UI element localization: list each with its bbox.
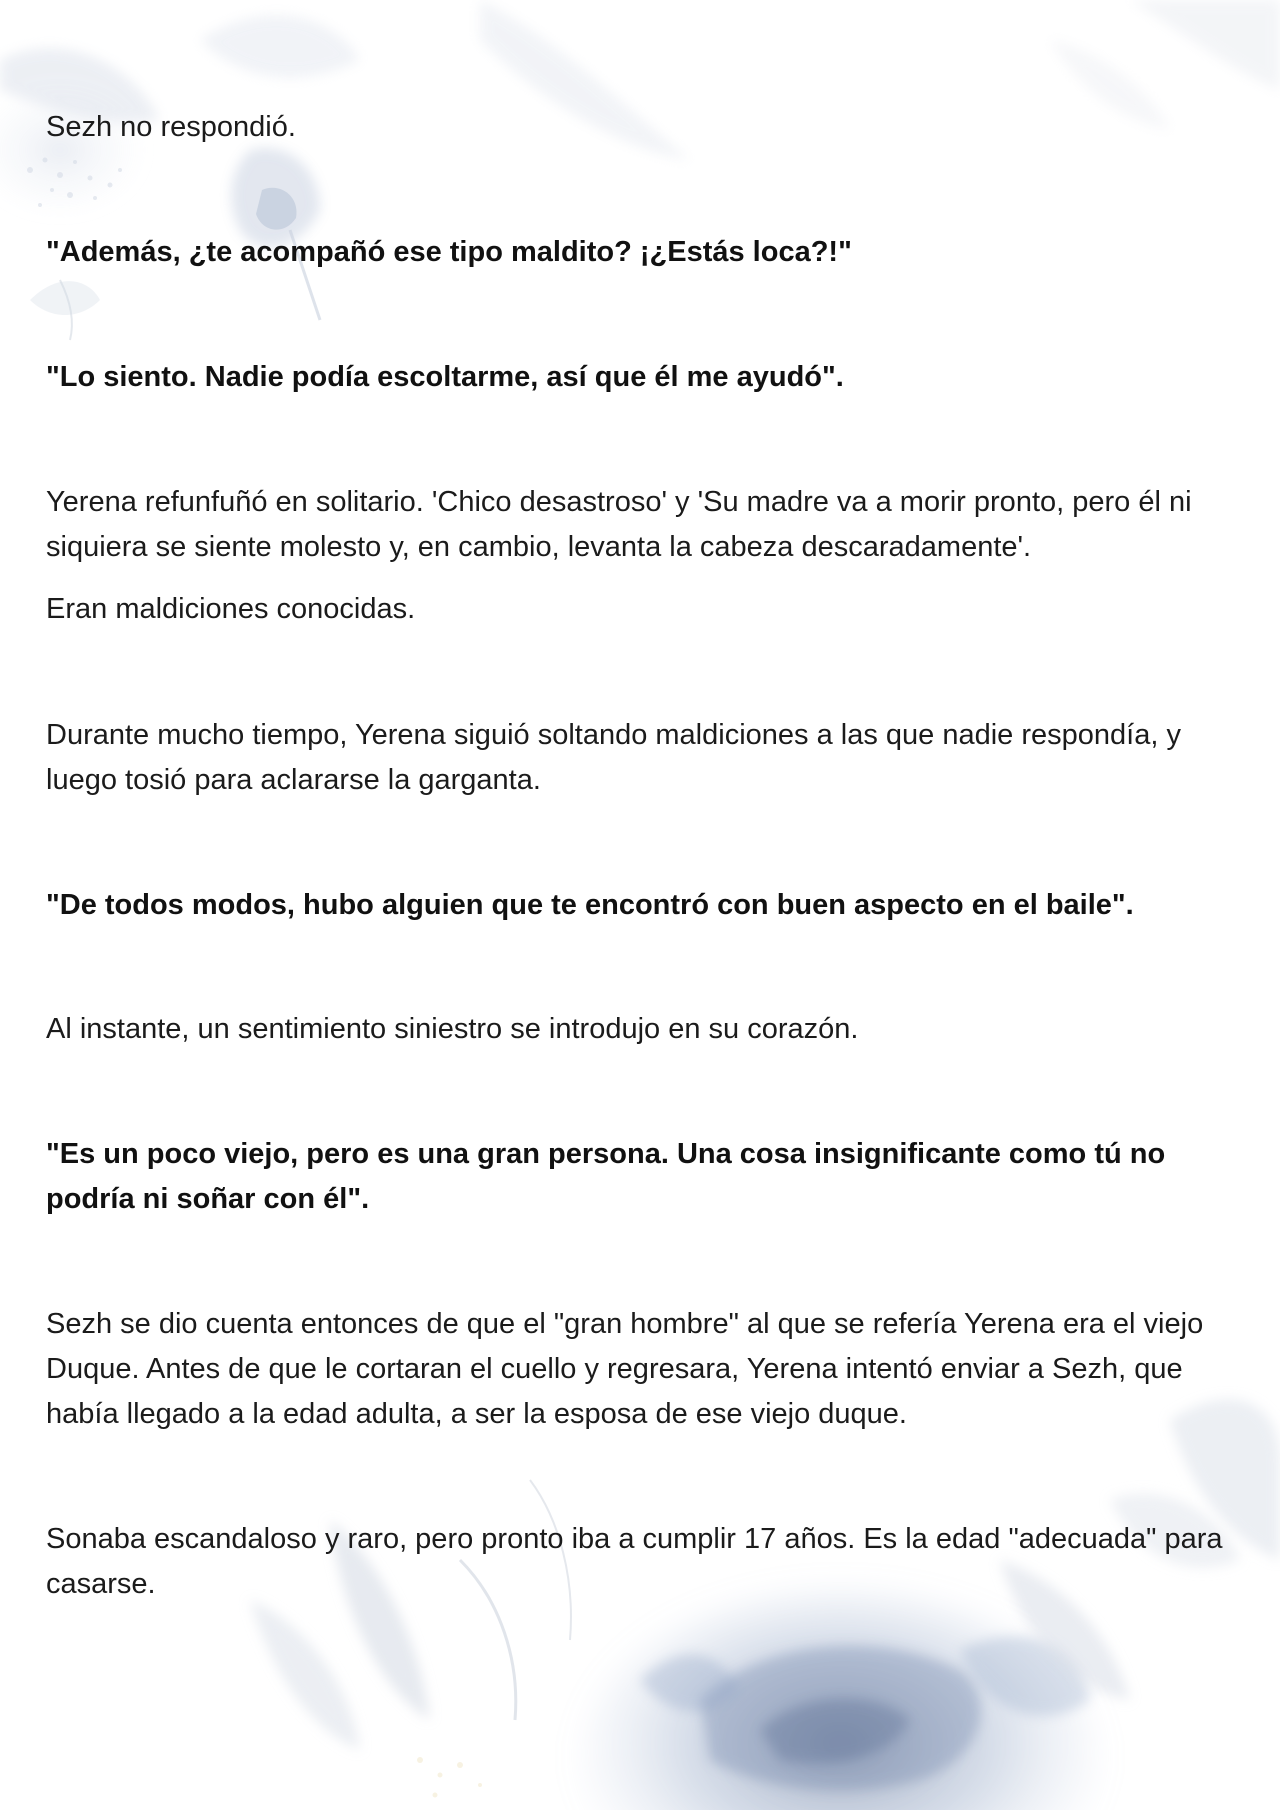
paragraph-dialogue: "De todos modos, hubo alguien que te encontró con buen aspecto en el baile". [46,889,1134,921]
paragraph-narration: Al instante, un sentimiento siniestro se introdujo en su corazón. [46,1013,859,1045]
paragraph-dialogue: "Es un poco viejo, pero es una gran persona. Una cosa insignificante como tú no podría ni soñar con él". [46,1138,1166,1215]
paragraph-narration: Eran maldiciones conocidas. [46,593,416,625]
paragraph-narration: Sezh no respondió. [46,111,296,143]
paragraph-dialogue: "Además, ¿te acompañó ese tipo maldito? ¡¿Estás loca?!" [46,236,852,268]
paragraph-narration: Sezh se dio cuenta entonces de que el "gran hombre" al que se refería Yerena era el viejo Duque. Antes de que le cortaran el cuello y regresara, Yerena intentó enviar a Sezh, que había llegado a la edad adulta, a ser la esposa de ese viejo duque. [46,1308,1204,1430]
paragraph-narration: Yerena refunfuñó en solitario. 'Chico desastroso' y 'Su madre va a morir pronto, pero él ni siquiera se siente molesto y, en cambio, levanta la cabeza descaradamente'. [46,486,1192,563]
paragraph-narration: Sonaba escandaloso y raro, pero pronto iba a cumplir 17 años. Es la edad "adecuada" para casarse. [46,1523,1223,1600]
paragraph-narration: Durante mucho tiempo, Yerena siguió soltando maldiciones a las que nadie respondía, y luego tosió para aclararse la garganta. [46,719,1181,796]
paragraph-dialogue: "Lo siento. Nadie podía escoltarme, así que él me ayudó". [46,361,844,393]
